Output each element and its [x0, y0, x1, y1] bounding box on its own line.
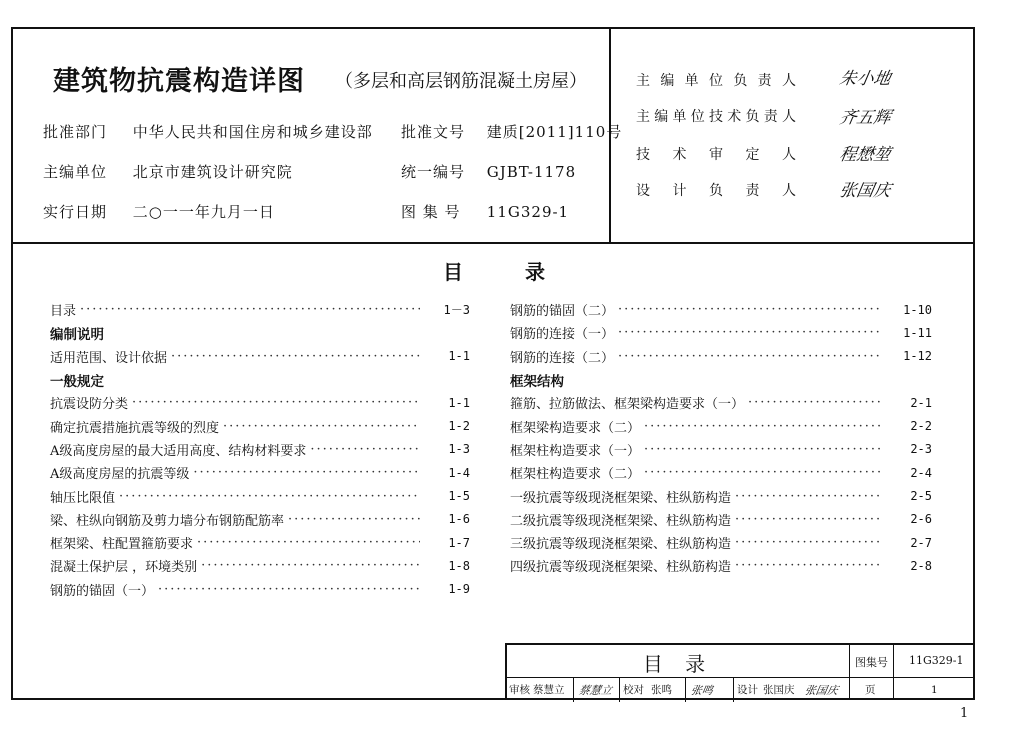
toc-entry-title: 框架梁、柱配置箍筋要求: [50, 537, 194, 553]
sheet-page-number: 1: [960, 706, 969, 721]
toc-entry-page: 1-1: [448, 349, 470, 364]
toc-entry-page: 1-1: [448, 395, 470, 410]
toc-entry-title: 钢筋的锚固（二）: [510, 304, 615, 320]
check-label: 校对: [623, 684, 644, 696]
toc-entry: [510, 554, 932, 577]
checker-name: 张鸣: [651, 684, 672, 696]
toc-entry-title: 确定抗震措施抗震等级的烈度: [50, 420, 220, 436]
atlas-no-label: 图 集 号: [401, 203, 461, 221]
toc-entry-title: 混凝土保护层 ，环境类别: [50, 560, 198, 576]
staff-row-design-lead: [636, 180, 796, 200]
toc-entry: [50, 484, 470, 507]
checker-signature: 张鸣: [689, 683, 715, 697]
designer-signature: 张国庆: [803, 683, 840, 697]
toc-entry-page: 2-7: [910, 535, 932, 550]
toc-left-column: [50, 298, 470, 601]
toc-entry-title: 四级抗震等级现浇框架梁、柱纵筋构造: [510, 560, 732, 576]
toc-entry: [510, 461, 932, 484]
toc-leader-dots: [223, 419, 420, 434]
toc-entry: [50, 391, 470, 414]
toc-entry-page: 1-4: [448, 465, 470, 480]
toc-entry: [50, 508, 470, 531]
toc-section-title: 一般规定: [50, 373, 104, 390]
unified-no-label: 统一编号: [401, 163, 466, 181]
toc-entry: [510, 321, 932, 344]
doc-no-value: 建质[2011]110号: [486, 123, 623, 141]
toc-entry-page: 1-8: [448, 558, 470, 573]
toc-leader-dots: [193, 465, 420, 480]
toc-entry-title: 箍筋、拉筋做法、框架梁构造要求（一）: [510, 397, 745, 413]
toc-right-column: [510, 298, 932, 578]
atlas-subtitle: （多层和高层钢筋混凝土房屋）: [335, 71, 587, 92]
toc-entry: [50, 578, 470, 601]
toc-entry-title: 框架梁构造要求（二）: [510, 420, 641, 436]
toc-entry: [50, 298, 470, 321]
toc-entry-page: 2-2: [910, 419, 932, 434]
toc-entry: [50, 345, 470, 368]
page-value: 1: [931, 683, 938, 696]
toc-entry: [50, 554, 470, 577]
toc-entry-title: 目录: [50, 304, 77, 320]
reviewer-signature: 蔡慧立: [577, 683, 614, 697]
design-label: 设计: [737, 684, 758, 696]
doc-no-label: 批准文号: [401, 123, 466, 141]
toc-leader-dots: [735, 512, 882, 527]
atlas-no-row: [401, 201, 569, 222]
toc-section-heading: [510, 368, 932, 391]
atlas-no-value: 11G329-1: [486, 203, 570, 221]
review-label: 审核: [509, 684, 530, 696]
toc-entry: [50, 531, 470, 554]
toc-leader-dots: [644, 442, 882, 457]
toc-leader-dots: [618, 349, 882, 364]
toc-leader-dots: [158, 582, 420, 597]
effective-date-value: 二○一一年九月一日: [132, 203, 275, 221]
toc-entry-page: 1－3: [443, 303, 470, 318]
toc-entry: [510, 508, 932, 531]
staff-role: 设计负责人: [636, 183, 796, 199]
toc-entry-title: 钢筋的连接（一）: [510, 327, 615, 343]
staff-row-chief-unit: [636, 70, 796, 90]
staff-role: 技术审定人: [636, 147, 796, 163]
designer-name: 张国庆: [763, 684, 795, 696]
editor-unit-label: 主编单位: [43, 163, 108, 181]
toc-entry-title: 钢筋的锚固（一）: [50, 583, 155, 599]
toc-entry: [50, 461, 470, 484]
toc-entry-page: 2-5: [910, 489, 932, 504]
toc-entry-title: 轴压比限值: [50, 490, 116, 506]
toc-entry-title: A级高度房屋的最大适用高度、结构材料要求: [50, 443, 307, 459]
toc-leader-dots: [201, 558, 420, 573]
toc-entry: [510, 298, 932, 321]
toc-entry-title: 适用范围、设计依据: [50, 350, 168, 366]
toc-entry-page: 1-12: [903, 349, 932, 364]
toc-leader-dots: [119, 489, 420, 504]
approval-dept-label: 批准部门: [43, 123, 108, 141]
toc-entry-title: 二级抗震等级现浇框架梁、柱纵筋构造: [510, 513, 732, 529]
signature-design-lead: 张国庆: [837, 181, 893, 201]
atlas-title: 建筑物抗震构造详图: [53, 66, 305, 97]
toc-entry: [510, 345, 932, 368]
toc-entry-page: 2-8: [910, 558, 932, 573]
toc-heading: [443, 256, 545, 285]
toc-heading-char-2: 录: [524, 260, 545, 284]
toc-leader-dots: [735, 535, 882, 550]
toc-leader-dots: [80, 302, 420, 317]
header-divider: [13, 242, 973, 244]
doc-no-row: [401, 121, 622, 142]
atlas-no-label-small: 图集号: [855, 656, 888, 669]
toc-entry-page: 1-6: [448, 512, 470, 527]
signature-tech-review: 程懋堃: [837, 145, 893, 165]
toc-leader-dots: [644, 419, 882, 434]
toc-leader-dots: [171, 349, 420, 364]
toc-entry: [510, 414, 932, 437]
toc-entry-title: 三级抗震等级现浇框架梁、柱纵筋构造: [510, 537, 732, 553]
toc-entry-page: 2-6: [910, 512, 932, 527]
toc-entry-page: 1-3: [448, 442, 470, 457]
toc-entry-title: 梁、柱纵向钢筋及剪力墙分布钢筋配筋率: [50, 513, 285, 529]
toc-entry-page: 1-2: [448, 419, 470, 434]
toc-leader-dots: [132, 395, 420, 410]
toc-section-title: 编制说明: [50, 326, 104, 343]
toc-entry: [510, 531, 932, 554]
toc-entry-title: 钢筋的连接（二）: [510, 350, 615, 366]
toc-entry: [510, 438, 932, 461]
effective-date-row: [43, 201, 275, 222]
toc-leader-dots: [735, 489, 882, 504]
page-label: 页: [865, 684, 876, 696]
toc-entry: [510, 391, 932, 414]
toc-entry-title: 一级抗震等级现浇框架梁、柱纵筋构造: [510, 490, 732, 506]
toc-entry-title: 抗震设防分类: [50, 397, 129, 413]
reviewer-name: 蔡慧立: [533, 684, 565, 696]
editor-unit-row: [43, 161, 293, 182]
title-block: [505, 643, 975, 700]
toc-leader-dots: [197, 535, 420, 550]
toc-entry-title: 框架柱构造要求（一）: [510, 443, 641, 459]
approval-dept-row: [43, 121, 373, 142]
toc-entry: [50, 438, 470, 461]
toc-entry: [50, 414, 470, 437]
toc-leader-dots: [644, 465, 882, 480]
toc-entry-title: 框架柱构造要求（二）: [510, 467, 641, 483]
toc-section-title: 框架结构: [510, 373, 564, 390]
staff-role: 主编单位负责人: [636, 73, 796, 89]
toc-heading-char-1: 目: [443, 260, 463, 284]
toc-entry-page: 1-10: [903, 302, 932, 317]
toc-leader-dots: [735, 558, 882, 573]
signature-chief-unit: 朱小地: [837, 69, 893, 89]
toc-entry-page: 2-3: [910, 442, 932, 457]
toc-leader-dots: [618, 325, 882, 340]
approval-dept-value: 中华人民共和国住房和城乡建设部: [132, 123, 373, 141]
toc-entry-page: 1-11: [903, 325, 932, 340]
toc-entry: [510, 484, 932, 507]
toc-entry-title: A级高度房屋的抗震等级: [50, 467, 190, 483]
toc-leader-dots: [288, 512, 420, 527]
toc-leader-dots: [310, 442, 420, 457]
signature-tech-chief: 齐五辉: [837, 108, 893, 128]
toc-entry-page: 1-9: [448, 582, 470, 597]
atlas-no-value-small: 11G329-1: [909, 654, 964, 667]
staff-role: 主编单位技术负责人: [636, 109, 796, 125]
staff-row-tech-review: [636, 144, 796, 164]
unified-no-value: GJBT-1178: [486, 163, 577, 181]
toc-section-heading: [50, 321, 470, 344]
toc-leader-dots: [618, 302, 882, 317]
toc-entry-page: 1-5: [448, 489, 470, 504]
unified-no-row: [401, 161, 576, 182]
toc-entry-page: 2-4: [910, 465, 932, 480]
staff-row-tech-chief: [636, 106, 796, 126]
effective-date-label: 实行日期: [43, 203, 108, 221]
editor-unit-value: 北京市建筑设计研究院: [132, 163, 293, 181]
toc-section-heading: [50, 368, 470, 391]
toc-entry-page: 2-1: [910, 395, 932, 410]
toc-entry-page: 1-7: [448, 535, 470, 550]
toc-leader-dots: [748, 395, 882, 410]
title-block-title: 目 录: [642, 652, 714, 676]
